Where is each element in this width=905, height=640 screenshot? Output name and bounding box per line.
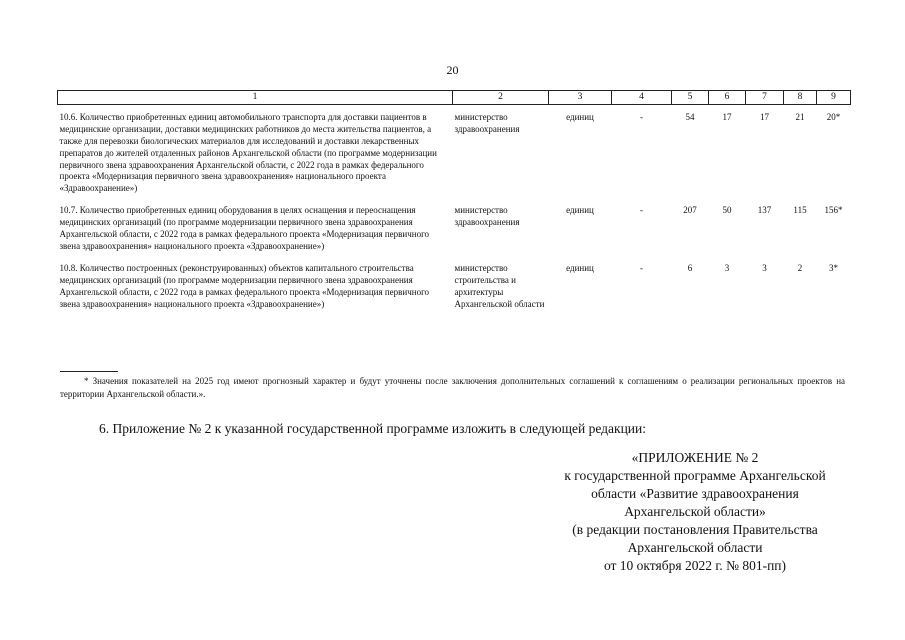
- appendix-line: Архангельской области»: [624, 503, 766, 519]
- header-cell: 8: [784, 91, 817, 105]
- header-cell: 9: [817, 91, 851, 105]
- header-cell: 1: [58, 91, 453, 105]
- value-col9: 20*: [826, 111, 841, 122]
- indicator-name: 10.7. Количество приобретенных единиц оборудования в целях оснащения и переоснащения медицинских организаций (по программе модернизации первичного звена здравоохранения Архангельской области, с 2022 года в рамках федерального проекта «Модернизация первичного звена здравоохранения» национального проекта «Здравоохранение»): [59, 205, 430, 252]
- value-col6: 17: [722, 111, 732, 122]
- header-cell: 4: [612, 91, 672, 105]
- appendix-header: [545, 449, 845, 575]
- header-cell: 2: [453, 91, 549, 105]
- value-col4: -: [640, 111, 643, 122]
- table-header-row: [58, 91, 851, 105]
- table-row: [58, 104, 851, 198]
- footnote-divider: [60, 371, 118, 372]
- value-col5: 6: [687, 263, 693, 274]
- indicator-name: 10.6. Количество приобретенных единиц автомобильного транспорта для доставки пациентов в медицинские организации, доставки медицинских работников до места жительства пациентов, а также для перевозки биологических материалов для исследований и доставки лекарственных препаратов до жителей отдаленных районов Архангельской области (по программе модернизации первичного звена здравоохранения Архангельской области, с 2022 года в рамках федерального проекта «Модернизация первичного звена здравоохранения» национального проекта «Здравоохранение»): [59, 111, 437, 194]
- value-col9: 156*: [824, 205, 843, 216]
- appendix-line: от 10 октября 2022 г. № 801-пп): [603, 557, 787, 573]
- unit: единиц: [566, 263, 594, 274]
- appendix-line: (в редакции постановления Правительства: [572, 521, 818, 537]
- appendix-title: «ПРИЛОЖЕНИЕ № 2: [631, 450, 759, 465]
- value-col4: -: [640, 263, 643, 274]
- appendix-line: Архангельской области: [627, 539, 763, 555]
- value-col7: 137: [757, 205, 772, 216]
- body-paragraph: 6. Приложение № 2 к указанной государственной программе изложить в следующей редакции:: [99, 421, 646, 436]
- indicators-table: [57, 90, 851, 314]
- responsible-body: министерство здравоохранения: [454, 111, 520, 134]
- responsible-body: министерство строительства и архитектуры Архангельской области: [454, 263, 545, 310]
- responsible-body: министерство здравоохранения: [454, 205, 520, 228]
- page-number: 20: [446, 63, 459, 77]
- footnote: * Значения показателей на 2025 год имеют прогнозный характер и будут уточнены после заключения дополнительных соглашений к соглашениям о реализации региональных проектов на территории Архангельской области.».: [60, 376, 845, 399]
- table-row: [58, 198, 851, 256]
- value-col5: 207: [683, 205, 697, 216]
- value-col6: 50: [722, 205, 732, 216]
- value-col7: 3: [762, 263, 767, 274]
- header-cell: 5: [672, 91, 709, 105]
- unit: единиц: [566, 205, 594, 216]
- indicator-name: 10.8. Количество построенных (реконструированных) объектов капитального строительства медицинских организаций (по программе модернизации первичного звена здравоохранения Архангельской области, с 2022 года в рамках федерального проекта «Модернизация первичного звена здравоохранения» национального проекта «Здравоохранение»): [59, 263, 430, 310]
- value-col4: -: [640, 205, 643, 216]
- table-row: [58, 256, 851, 314]
- header-cell: 7: [746, 91, 784, 105]
- appendix-line: к государственной программе Архангельской: [564, 467, 826, 483]
- value-col7: 17: [760, 111, 769, 122]
- appendix-line: области «Развитие здравоохранения: [591, 485, 799, 501]
- value-col9: 3*: [829, 263, 838, 274]
- unit: единиц: [566, 111, 594, 122]
- value-col6: 3: [724, 263, 730, 274]
- value-col8: 21: [795, 111, 805, 122]
- value-col8: 115: [793, 205, 807, 216]
- value-col5: 54: [685, 111, 695, 122]
- header-cell: 6: [709, 91, 746, 105]
- value-col8: 2: [797, 263, 803, 274]
- header-cell: 3: [549, 91, 612, 105]
